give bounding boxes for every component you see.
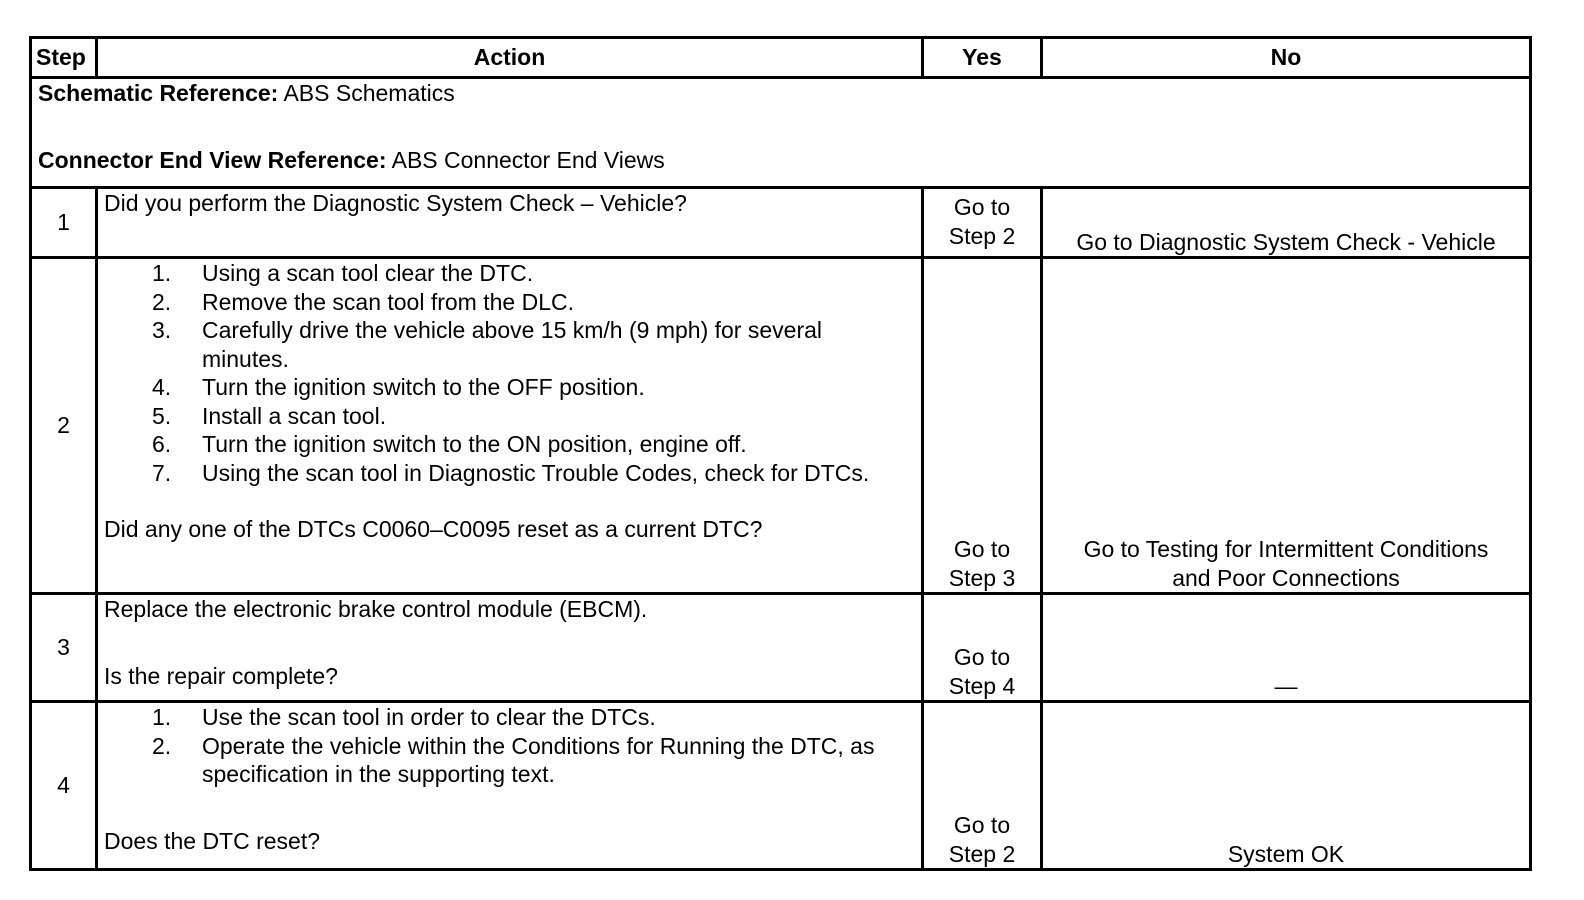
yes-cell — [923, 702, 1042, 870]
list-item: 5. Install a scan tool. — [152, 402, 387, 429]
schematic-reference-label: Schematic Reference: — [38, 80, 279, 106]
list-item: 7. Using the scan tool in Diagnostic Trouble Codes, check for DTCs. — [152, 459, 870, 486]
action-question: Did you perform the Diagnostic System Check – Vehicle? — [104, 190, 687, 216]
no-column-header: No — [1042, 38, 1531, 78]
table-row — [31, 594, 1531, 702]
yes-line-2: Step 4 — [948, 672, 1016, 699]
list-item: 6. Turn the ignition switch to the ON position, engine off. — [152, 431, 747, 457]
action-cell — [97, 258, 923, 594]
step-number: 4 — [31, 702, 97, 870]
table-row — [31, 702, 1531, 870]
connector-reference-value: ABS Connector End Views — [386, 146, 665, 173]
diagnostic-table — [29, 36, 1532, 871]
yes-line-2: Step 2 — [948, 840, 1016, 867]
action-cell — [97, 702, 923, 870]
no-line-2: and Poor Connections — [1172, 564, 1400, 591]
table-row — [31, 258, 1531, 594]
action-cell — [97, 188, 923, 258]
schematic-reference — [38, 79, 1523, 108]
step-number: 3 — [31, 594, 97, 702]
no-line-1: Go to Testing for Intermittent Conditions — [1083, 536, 1489, 562]
yes-line-2: Step 2 — [948, 222, 1016, 249]
schematic-reference-value: ABS Schematics — [278, 80, 455, 106]
yes-cell — [923, 188, 1042, 258]
table-header-row — [31, 38, 1531, 78]
no-cell: System OK — [1042, 702, 1531, 870]
action-cell — [97, 594, 923, 702]
yes-cell — [923, 594, 1042, 702]
list-item: 1. Using a scan tool clear the DTC. — [152, 260, 534, 286]
action-question: Did any one of the DTCs C0060–C0095 reset as a current DTC? — [104, 516, 763, 542]
no-cell: — — [1042, 594, 1531, 702]
action-column-header: Action — [97, 38, 923, 78]
reference-cell — [31, 78, 1531, 188]
list-item: 1. Use the scan tool in order to clear the DTCs. — [152, 704, 656, 730]
action-instruction: Replace the electronic brake control module (EBCM). — [104, 596, 648, 622]
action-question: Is the repair complete? — [104, 662, 338, 689]
step-number: 1 — [31, 188, 97, 258]
action-steps-list — [104, 703, 915, 789]
action-question: Does the DTC reset? — [104, 827, 321, 854]
connector-reference-label: Connector End View Reference: — [38, 146, 387, 173]
step-column-header: Step — [31, 38, 97, 78]
yes-line-2: Step 3 — [948, 564, 1016, 591]
no-cell: Go to Diagnostic System Check - Vehicle — [1042, 188, 1531, 258]
yes-line-1: Go to — [953, 536, 1011, 562]
yes-cell — [923, 258, 1042, 594]
no-cell — [1042, 258, 1531, 594]
list-item: 2. Remove the scan tool from the DLC. — [152, 288, 574, 315]
yes-line-1: Go to — [953, 644, 1011, 670]
list-item: 3. Carefully drive the vehicle above 15 km/h (9 mph) for several minutes. — [152, 317, 823, 372]
yes-line-1: Go to — [953, 812, 1011, 838]
action-steps-list — [104, 259, 915, 487]
list-item: 4. Turn the ignition switch to the OFF position. — [152, 374, 645, 400]
list-item: 2. Operate the vehicle within the Conditions for Running the DTC, as specification in the supporting text. — [152, 732, 875, 787]
connector-reference — [38, 146, 1523, 175]
table-row — [31, 188, 1531, 258]
reference-row — [31, 78, 1531, 188]
yes-line-1: Go to — [953, 194, 1011, 220]
step-number: 2 — [31, 258, 97, 594]
yes-column-header: Yes — [923, 38, 1042, 78]
